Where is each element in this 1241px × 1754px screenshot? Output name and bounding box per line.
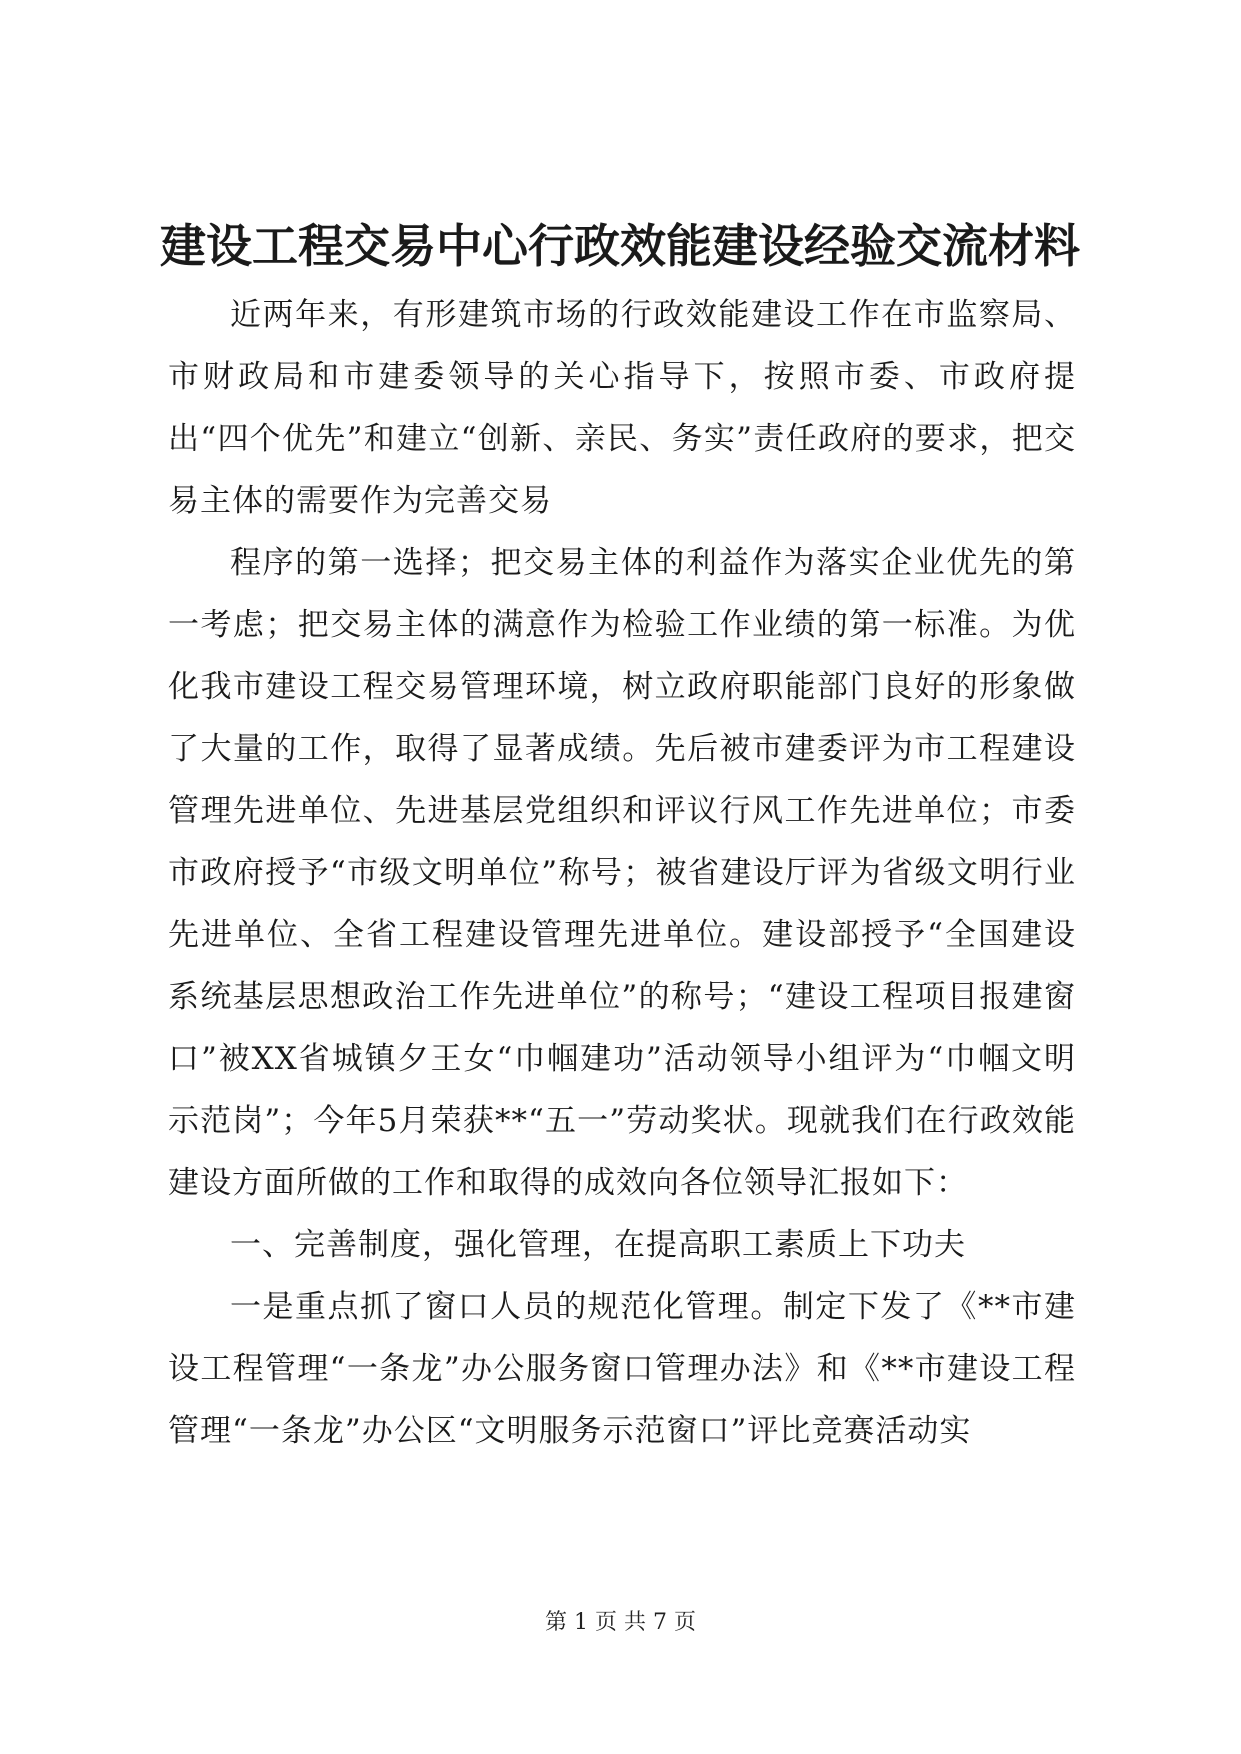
section-heading-1: 一、完善制度，强化管理，在提高职工素质上下功夫 <box>230 1227 966 1263</box>
page-number-label: 第 1 页 共 7 页 <box>545 1610 696 1635</box>
page-footer <box>0 1608 1241 1638</box>
paragraph-achievements: 程序的第一选择；把交易主体的利益作为落实企业优先的第一考虑；把交易主体的满意作为检验工作业绩的第一标准。为优化我市建设工程交易管理环境，树立政府职能部门良好的形象做了大量的工作，取得了显著成绩。先后被市建委评为市工程建设管理先进单位、先进基层党组织和评议行风工作先进单位；市委市政府授予“市级文明单位”称号；被省建设厅评为省级文明行业先进单位、全省工程建设管理先进单位。建设部授予“全国建设系统基层思想政治工作先进单位”的称号；“建设工程项目报建窗口”被XX省城镇夕王女“巾帼建功”活动领导小组评为“巾帼文明示范岗”；今年5月荣获**“五一”劳动奖状。现就我们在行政效能建设方面所做的工作和取得的成效向各位领导汇报如下： <box>168 545 1076 1201</box>
paragraph-section-1-point-1: 一是重点抓了窗口人员的规范化管理。制定下发了《**市建设工程管理“一条龙”办公服务窗口管理办法》和《**市建设工程管理“一条龙”办公区“文明服务示范窗口”评比竞赛活动实 <box>168 1289 1076 1449</box>
document-title: 建设工程交易中心行政效能建设经验交流材料 <box>160 219 1080 273</box>
document-body <box>168 284 1076 1462</box>
paragraph-intro: 近两年来，有形建筑市场的行政效能建设工作在市监察局、市财政局和市建委领导的关心指导下，按照市委、市政府提出“四个优先”和建立“创新、亲民、务实”责任政府的要求，把交易主体的需要作为完善交易 <box>168 297 1076 519</box>
